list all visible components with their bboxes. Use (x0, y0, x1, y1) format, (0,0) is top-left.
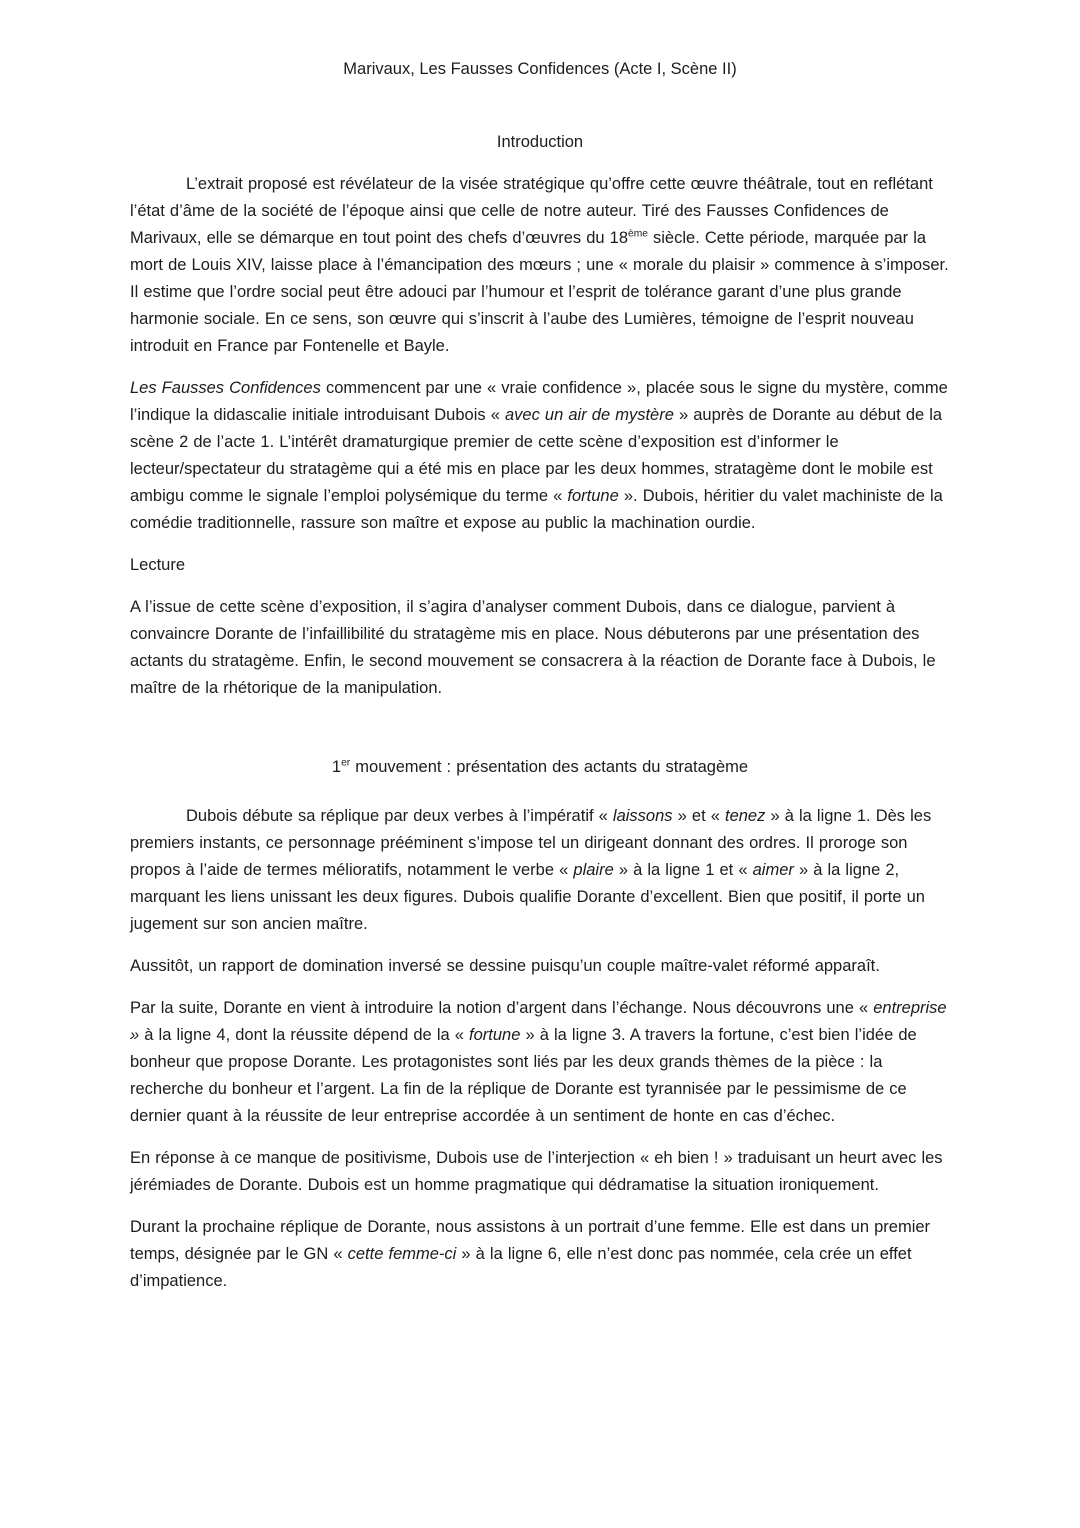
doc-title: Marivaux, Les Fausses Confidences (Acte I, Scène II) (343, 60, 737, 78)
italic-run: Les Fausses Confidences (130, 379, 321, 397)
document-body (130, 129, 950, 1295)
superscript-run: ème (628, 228, 648, 240)
text-run: A l’issue de cette scène d’exposition, il s’agira d’analyser comment Dubois, dans ce dialogue, parvient à convaincre Dorante de l’infaillibilité du stratagème mis en place. Nous débuterons par une présentation des actants du stratagème. Enfin, le second mouvement se consacrera à la réaction de Dorante face à Dubois, le maître de la rhétorique de la manipulation. (130, 598, 936, 697)
paragraph-lecture-label (130, 552, 950, 579)
text-run: L’extrait proposé est révélateur de la visée stratégique qu’offre cette œuvre théâtrale, tout en reflétant l’état d’âme de la société de l’époque ainsi que celle de notre auteur. Tiré des Fausses Confidences de Marivaux, elle se démarque en tout point des chefs d’œuvres du 18 (130, 175, 933, 247)
text-run: » et « (672, 807, 725, 825)
paragraph-intro-2 (130, 375, 950, 537)
text-run: ». Dubois, héritier du valet machiniste de la comédie traditionnelle, rassure son maître et expose au public la machination ourdie. (130, 487, 943, 532)
text-run: siècle. Cette période, marquée par la mort de Louis XIV, laisse place à l’émancipation des mœurs ; une « morale du plaisir » commence à s’imposer. Il estime que l’ordre social peut être adouci par l’humour et l’esprit de tolérance garant d’une plus grande harmonie sociale. En ce sens, son œuvre qui s’inscrit à l’aube des Lumières, témoigne de l’esprit nouveau introduit en France par Fontenelle et Bayle. (130, 229, 949, 355)
text-run: » à la ligne 6, elle n’est donc pas nommée, cela crée un effet d’impatience. (130, 1245, 912, 1290)
text-run: En réponse à ce manque de positivisme, Dubois use de l’interjection « eh bien ! » traduisant un heurt avec les jérémiades de Dorante. Dubois est un homme pragmatique qui dédramatise la situation ironiquement. (130, 1149, 943, 1194)
text-run: mouvement : présentation des actants du stratagème (350, 758, 749, 776)
paragraph-mouvement-3 (130, 995, 950, 1130)
paragraph-intro-1 (130, 171, 950, 360)
italic-run: fortune (469, 1026, 521, 1044)
text-run: Aussitôt, un rapport de domination inversé se dessine puisqu’un couple maître-valet réformé apparaît. (130, 957, 880, 975)
paragraph-mouvement-5 (130, 1214, 950, 1295)
paragraph-mouvement-1 (130, 803, 950, 938)
text-run: » à la ligne 2, marquant les liens unissant les deux figures. Dubois qualifie Dorante d’excellent. Bien que positif, il porte un jugement sur son ancien maître. (130, 861, 925, 933)
italic-run: entreprise » (130, 999, 947, 1044)
text-run: 1 (331, 758, 342, 776)
italic-run: tenez (725, 807, 766, 825)
text-run: » auprès de Dorante au début de la scène 2 de l’acte 1. L’intérêt dramaturgique premier de cette scène d’exposition est d’informer le lecteur/spectateur du stratagème qui a été mis en place par les deux hommes, stratagème dont le mobile est ambigu comme le signale l’emploi polysémique du terme « (130, 406, 943, 505)
text-run: à la ligne 4, dont la réussite dépend de la « (139, 1026, 469, 1044)
text-run: Lecture (130, 556, 186, 574)
text-run: Dubois débute sa réplique par deux verbes à l’impératif « (186, 807, 613, 825)
paragraph-annonce-plan (130, 594, 950, 702)
section-heading-premier-mouvement (130, 754, 950, 781)
text-run: » à la ligne 1 et « (613, 861, 753, 879)
italic-run: aimer (752, 861, 794, 879)
text-run: Par la suite, Dorante en vient à introduire la notion d’argent dans l’échange. Nous découvrons une « (130, 999, 874, 1017)
text-run: » à la ligne 3. A travers la fortune, c’est bien l’idée de bonheur que propose Dorante. Les protagonistes sont liés par les deux grands thèmes de la pièce : la recherche du bonheur et l’argent. La fin de la réplique de Dorante est tyrannisée par le pessimisme de ce dernier quant à la réussite de leur entreprise accordée à un sentiment de honte en cas d’échec. (130, 1026, 917, 1125)
italic-run: cette femme-ci (347, 1245, 457, 1263)
text-run: commencent par une « vraie confidence », placée sous le signe du mystère, comme l’indique la didascalie initiale introduisant Dubois « (130, 379, 948, 424)
paragraph-mouvement-4 (130, 1145, 950, 1199)
text-run: » à la ligne 1. Dès les premiers instants, ce personnage prééminent s’impose tel un dirigeant donnant des ordres. Il proroge son propos à l’aide de termes mélioratifs, notamment le verbe « (130, 807, 932, 879)
section-heading-introduction (130, 129, 950, 156)
superscript-run: er (341, 757, 351, 769)
text-run: Introduction (496, 133, 584, 151)
italic-run: laissons (612, 807, 673, 825)
italic-run: avec un air de mystère (504, 406, 674, 424)
italic-run: plaire (573, 861, 614, 879)
italic-run: fortune (567, 487, 619, 505)
text-run: Durant la prochaine réplique de Dorante, nous assistons à un portrait d’une femme. Elle est dans un premier temps, désignée par le GN « (130, 1218, 931, 1263)
paragraph-mouvement-2 (130, 953, 950, 980)
